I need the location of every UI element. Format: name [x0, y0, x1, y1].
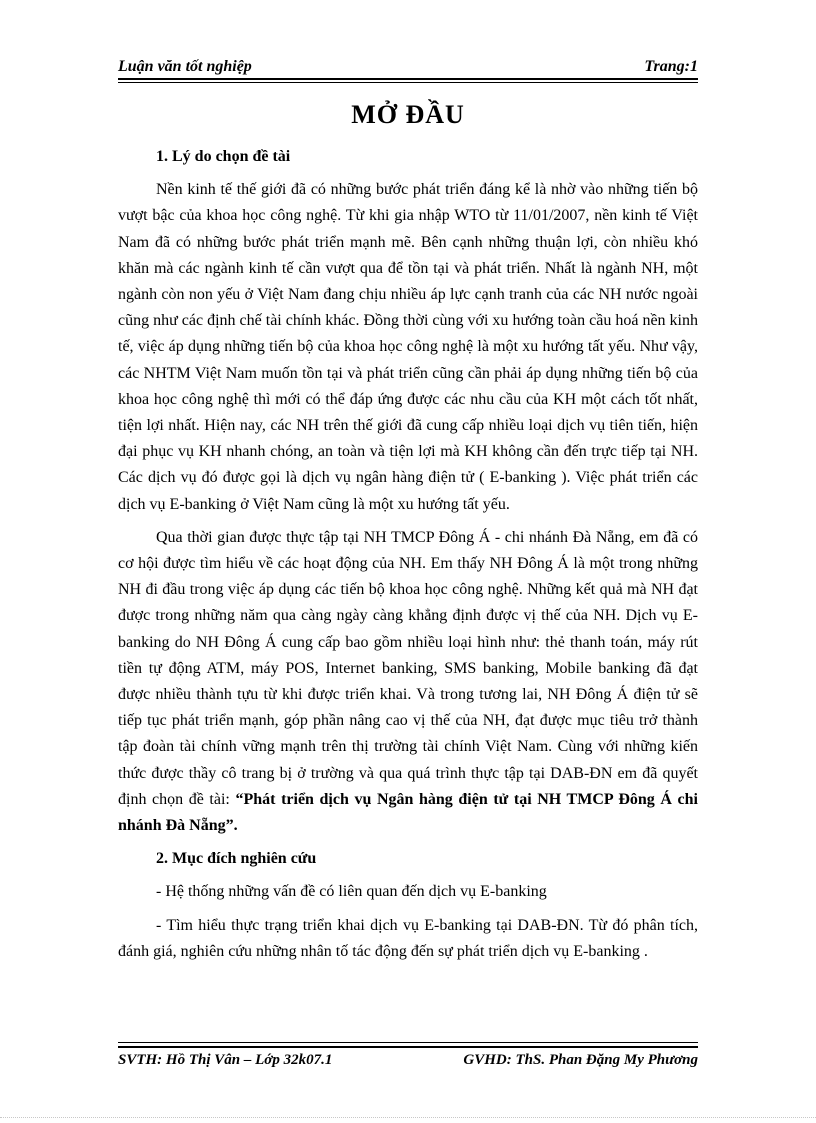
- footer-rule-thin: [118, 1042, 698, 1043]
- page-header: [118, 50, 698, 76]
- footer-student: SVTH: Hồ Thị Vân – Lớp 32k07.1: [118, 1052, 333, 1068]
- section-heading-1: 1. Lý do chọn đề tài: [156, 148, 291, 165]
- page-bottom-divider: [0, 1117, 816, 1118]
- paragraph-2: [118, 525, 698, 839]
- thesis-topic: “Phát triển dịch vụ Ngân hàng điện tử tại NH TMCP Đông Á chi nhánh Đà Nẵng”.: [118, 790, 698, 835]
- header-rule-thick: [118, 78, 698, 80]
- paragraph-2-text: Qua thời gian được thực tập tại NH TMCP Đông Á - chi nhánh Đà Nẵng, em đã có cơ hội được tìm hiểu về các hoạt động của NH. Em thấy NH Đông Á là một trong những NH đi đầu trong việc áp dụng các tiến bộ khoa học công nghệ. Những kết quả mà NH đạt được trong những năm qua càng ngày càng khẳng định được vị thế của NH. Dịch vụ E-banking do NH Đông Á cung cấp bao gồm nhiều loại hình như: thẻ thanh toán, máy rút tiền tự động ATM, máy POS, Internet banking, SMS banking, Mobile banking đã đạt được nhiều thành tựu từ khi được triển khai. Và trong tương lai, NH Đông Á điện tử sẽ tiếp tục phát triển mạnh, góp phần nâng cao vị thế của NH, đạt được mục tiêu trở thành tập đoàn tài chính vững mạnh trên thị trường tài chính Việt Nam. Cùng với những kiến thức được thầy cô trang bị ở trường và qua quá trình thực tập tại DAB-ĐN em đã quyết định chọn đề tài:: [118, 528, 698, 808]
- document-body: [118, 144, 698, 965]
- page-title: MỞ ĐẦU: [351, 100, 465, 129]
- footer-rule-thick: [118, 1046, 698, 1048]
- purpose-item-2: - Tìm hiểu thực trạng triển khai dịch vụ E-banking tại DAB-ĐN. Từ đó phân tích, đánh giá, nghiên cứu những nhân tố tác động đến sự phát triển dịch vụ E-banking .: [118, 916, 698, 960]
- section-heading-2: 2. Mục đích nghiên cứu: [156, 850, 317, 868]
- header-rule-thin: [118, 82, 698, 83]
- paragraph-1: Nền kinh tế thế giới đã có những bước phát triển đáng kể là nhờ vào những tiến bộ vượt bậc của khoa học công nghệ. Từ khi gia nhập WTO từ 11/01/2007, nền kinh tế Việt Nam đã có những bước phát triển mạnh mẽ. Bên cạnh những thuận lợi, còn nhiều khó khăn mà các ngành kinh tế cần vượt qua để tồn tại và phát triển. Nhất là ngành NH, một ngành còn non yếu ở Việt Nam đang chịu nhiều áp lực cạnh tranh của các NH nước ngoài cũng như các định chế tài chính khác. Đồng thời cùng với xu hướng toàn cầu hoá nền kinh tế, việc áp dụng những tiến bộ của khoa học công nghệ là một xu hướng tất yếu. Như vậy, các NHTM Việt Nam muốn tồn tại và phát triển cũng cần phải áp dụng những tiến bộ của khoa học công nghệ thì mới có thể đáp ứng được các nhu cầu của KH một cách tốt nhất, tiện lợi nhất. Hiện nay, các NH trên thế giới đã cung cấp nhiều loại dịch vụ tiên tiến, hiện đại phục vụ KH nhanh chóng, an toàn và tiện lợi mà KH không cần đến trực tiếp tại NH. Các dịch vụ đó được gọi là dịch vụ ngân hàng điện tử ( E-banking ). Việc phát triển các dịch vụ E-banking ở Việt Nam cũng là một xu hướng tất yếu.: [118, 181, 698, 513]
- footer-advisor: GVHD: ThS. Phan Đặng My Phương: [463, 1052, 698, 1068]
- header-thesis-label: Luận văn tốt nghiệp: [118, 58, 252, 75]
- purpose-item-1: - Hệ thống những vấn đề có liên quan đến dịch vụ E-banking: [156, 883, 547, 901]
- page-footer: [118, 1052, 698, 1069]
- header-page-number: Trang:1: [644, 58, 698, 75]
